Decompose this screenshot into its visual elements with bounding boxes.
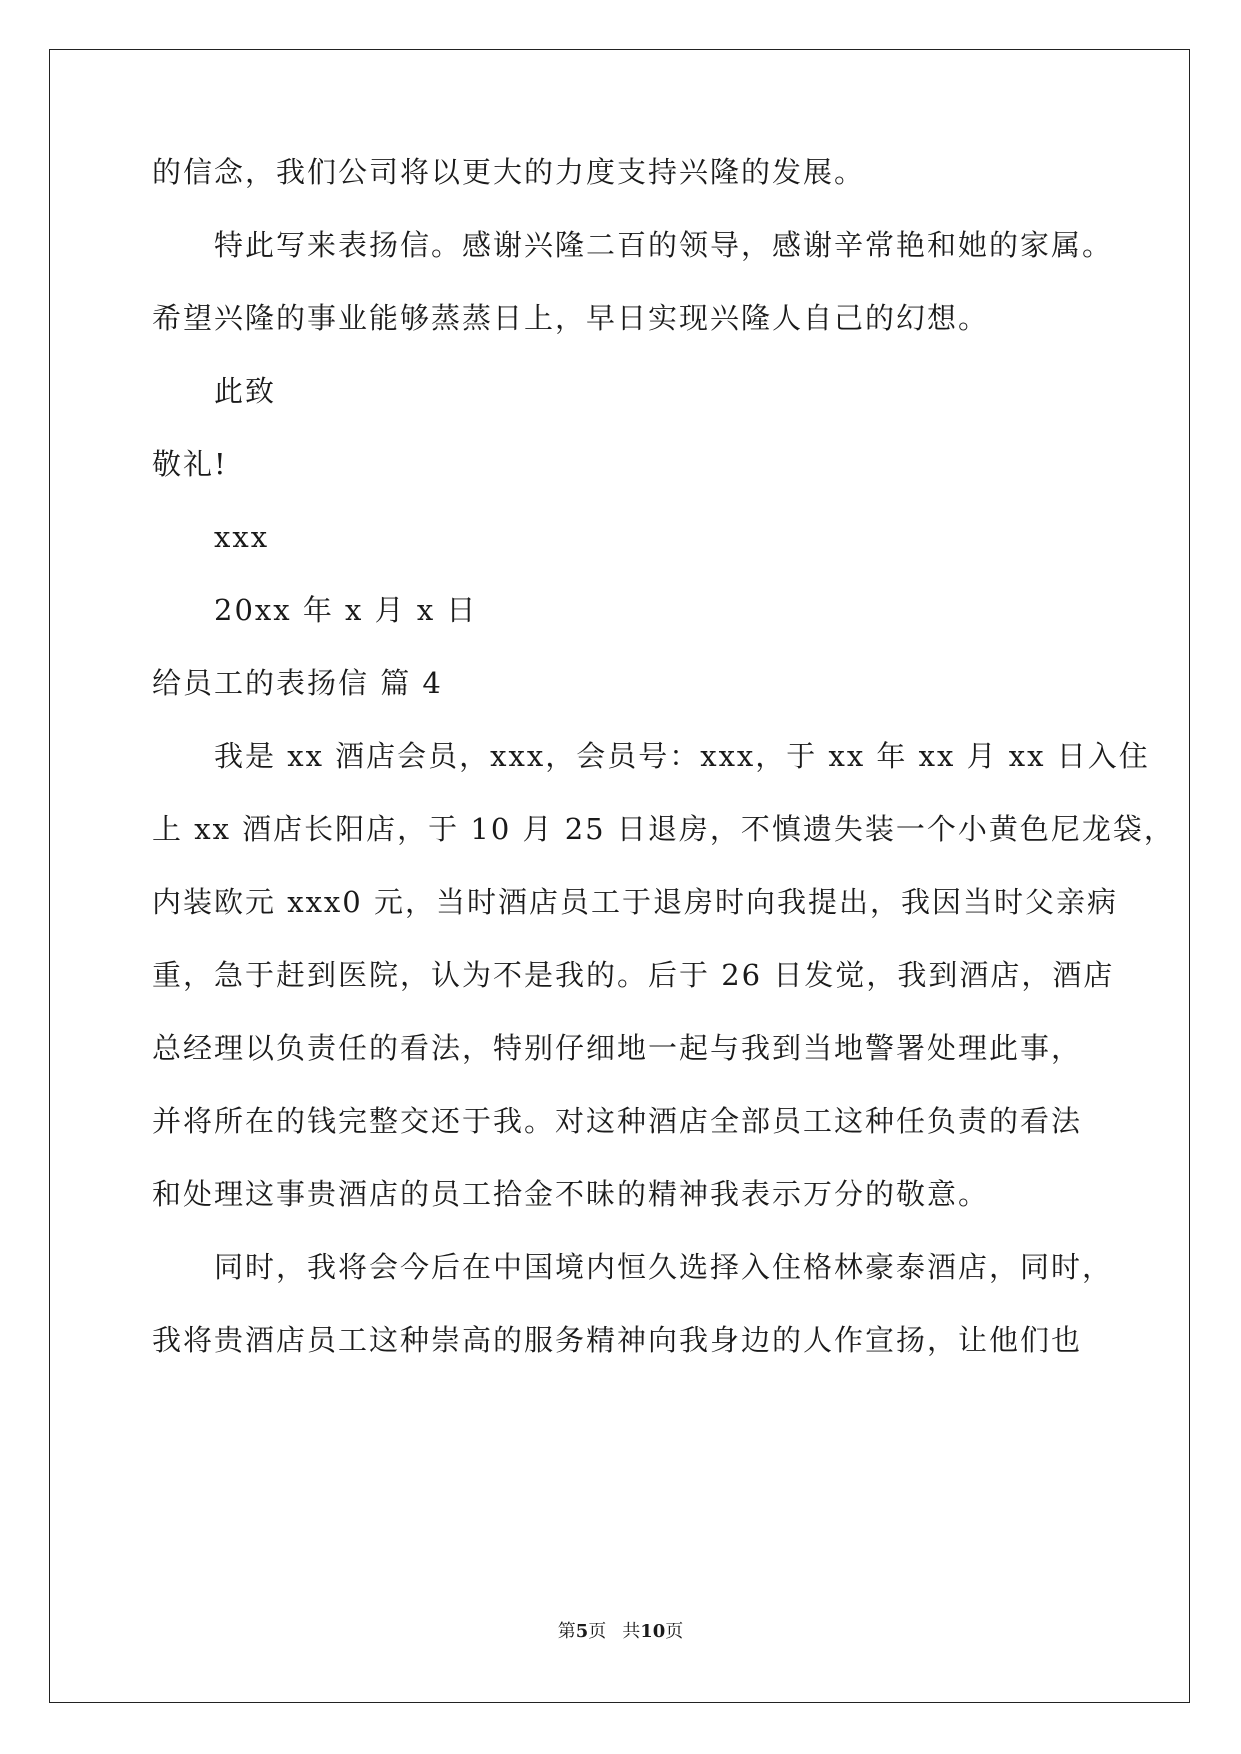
paragraph-line: 希望兴隆的事业能够蒸蒸日上，早日实现兴隆人自己的幻想。 <box>152 301 990 335</box>
closing-line: 此致 <box>214 374 277 408</box>
footer-total-number: 10 <box>640 1621 666 1642</box>
page-footer <box>0 1617 1241 1643</box>
footer-page-prefix: 第 <box>557 1621 576 1642</box>
paragraph-line: 同时，我将会今后在中国境内恒久选择入住格林豪泰酒店，同时， <box>214 1250 1114 1284</box>
footer-page-suffix: 页 <box>588 1621 607 1642</box>
section-heading: 给员工的表扬信 篇 4 <box>152 666 443 700</box>
paragraph-line: 特此写来表扬信。感谢兴隆二百的领导，感谢辛常艳和她的家属。 <box>214 228 1114 262</box>
signature-line: xxx <box>214 520 270 554</box>
salute-line: 敬礼! <box>152 447 228 481</box>
footer-total-suffix: 页 <box>665 1621 684 1642</box>
paragraph-line: 和处理这事贵酒店的员工拾金不昧的精神我表示万分的敬意。 <box>152 1177 990 1211</box>
paragraph-line: 的信念，我们公司将以更大的力度支持兴隆的发展。 <box>152 155 866 189</box>
paragraph-line: 我是 xx 酒店会员，xxx，会员号：xxx，于 xx 年 xx 月 xx 日入住 <box>214 739 1150 773</box>
footer-total-prefix: 共 <box>622 1621 641 1642</box>
paragraph-line: 重，急于赶到医院，认为不是我的。后于 26 日发觉，我到酒店，酒店 <box>152 958 1115 992</box>
footer-page-number: 5 <box>575 1621 589 1642</box>
paragraph-line: 总经理以负责任的看法，特别仔细地一起与我到当地警署处理此事， <box>152 1031 1083 1065</box>
date-line: 20xx 年 x 月 x 日 <box>214 593 478 627</box>
paragraph-line: 并将所在的钱完整交还于我。对这种酒店全部员工这种任负责的看法 <box>152 1104 1083 1138</box>
paragraph-line: 内装欧元 xxx0 元，当时酒店员工于退房时向我提出，我因当时父亲病 <box>152 885 1118 919</box>
page-border <box>49 49 1190 1703</box>
paragraph-line: 我将贵酒店员工这种崇高的服务精神向我身边的人作宣扬，让他们也 <box>152 1323 1083 1357</box>
paragraph-line: 上 xx 酒店长阳店，于 10 月 25 日退房，不慎遗失装一个小黄色尼龙袋， <box>152 812 1175 846</box>
